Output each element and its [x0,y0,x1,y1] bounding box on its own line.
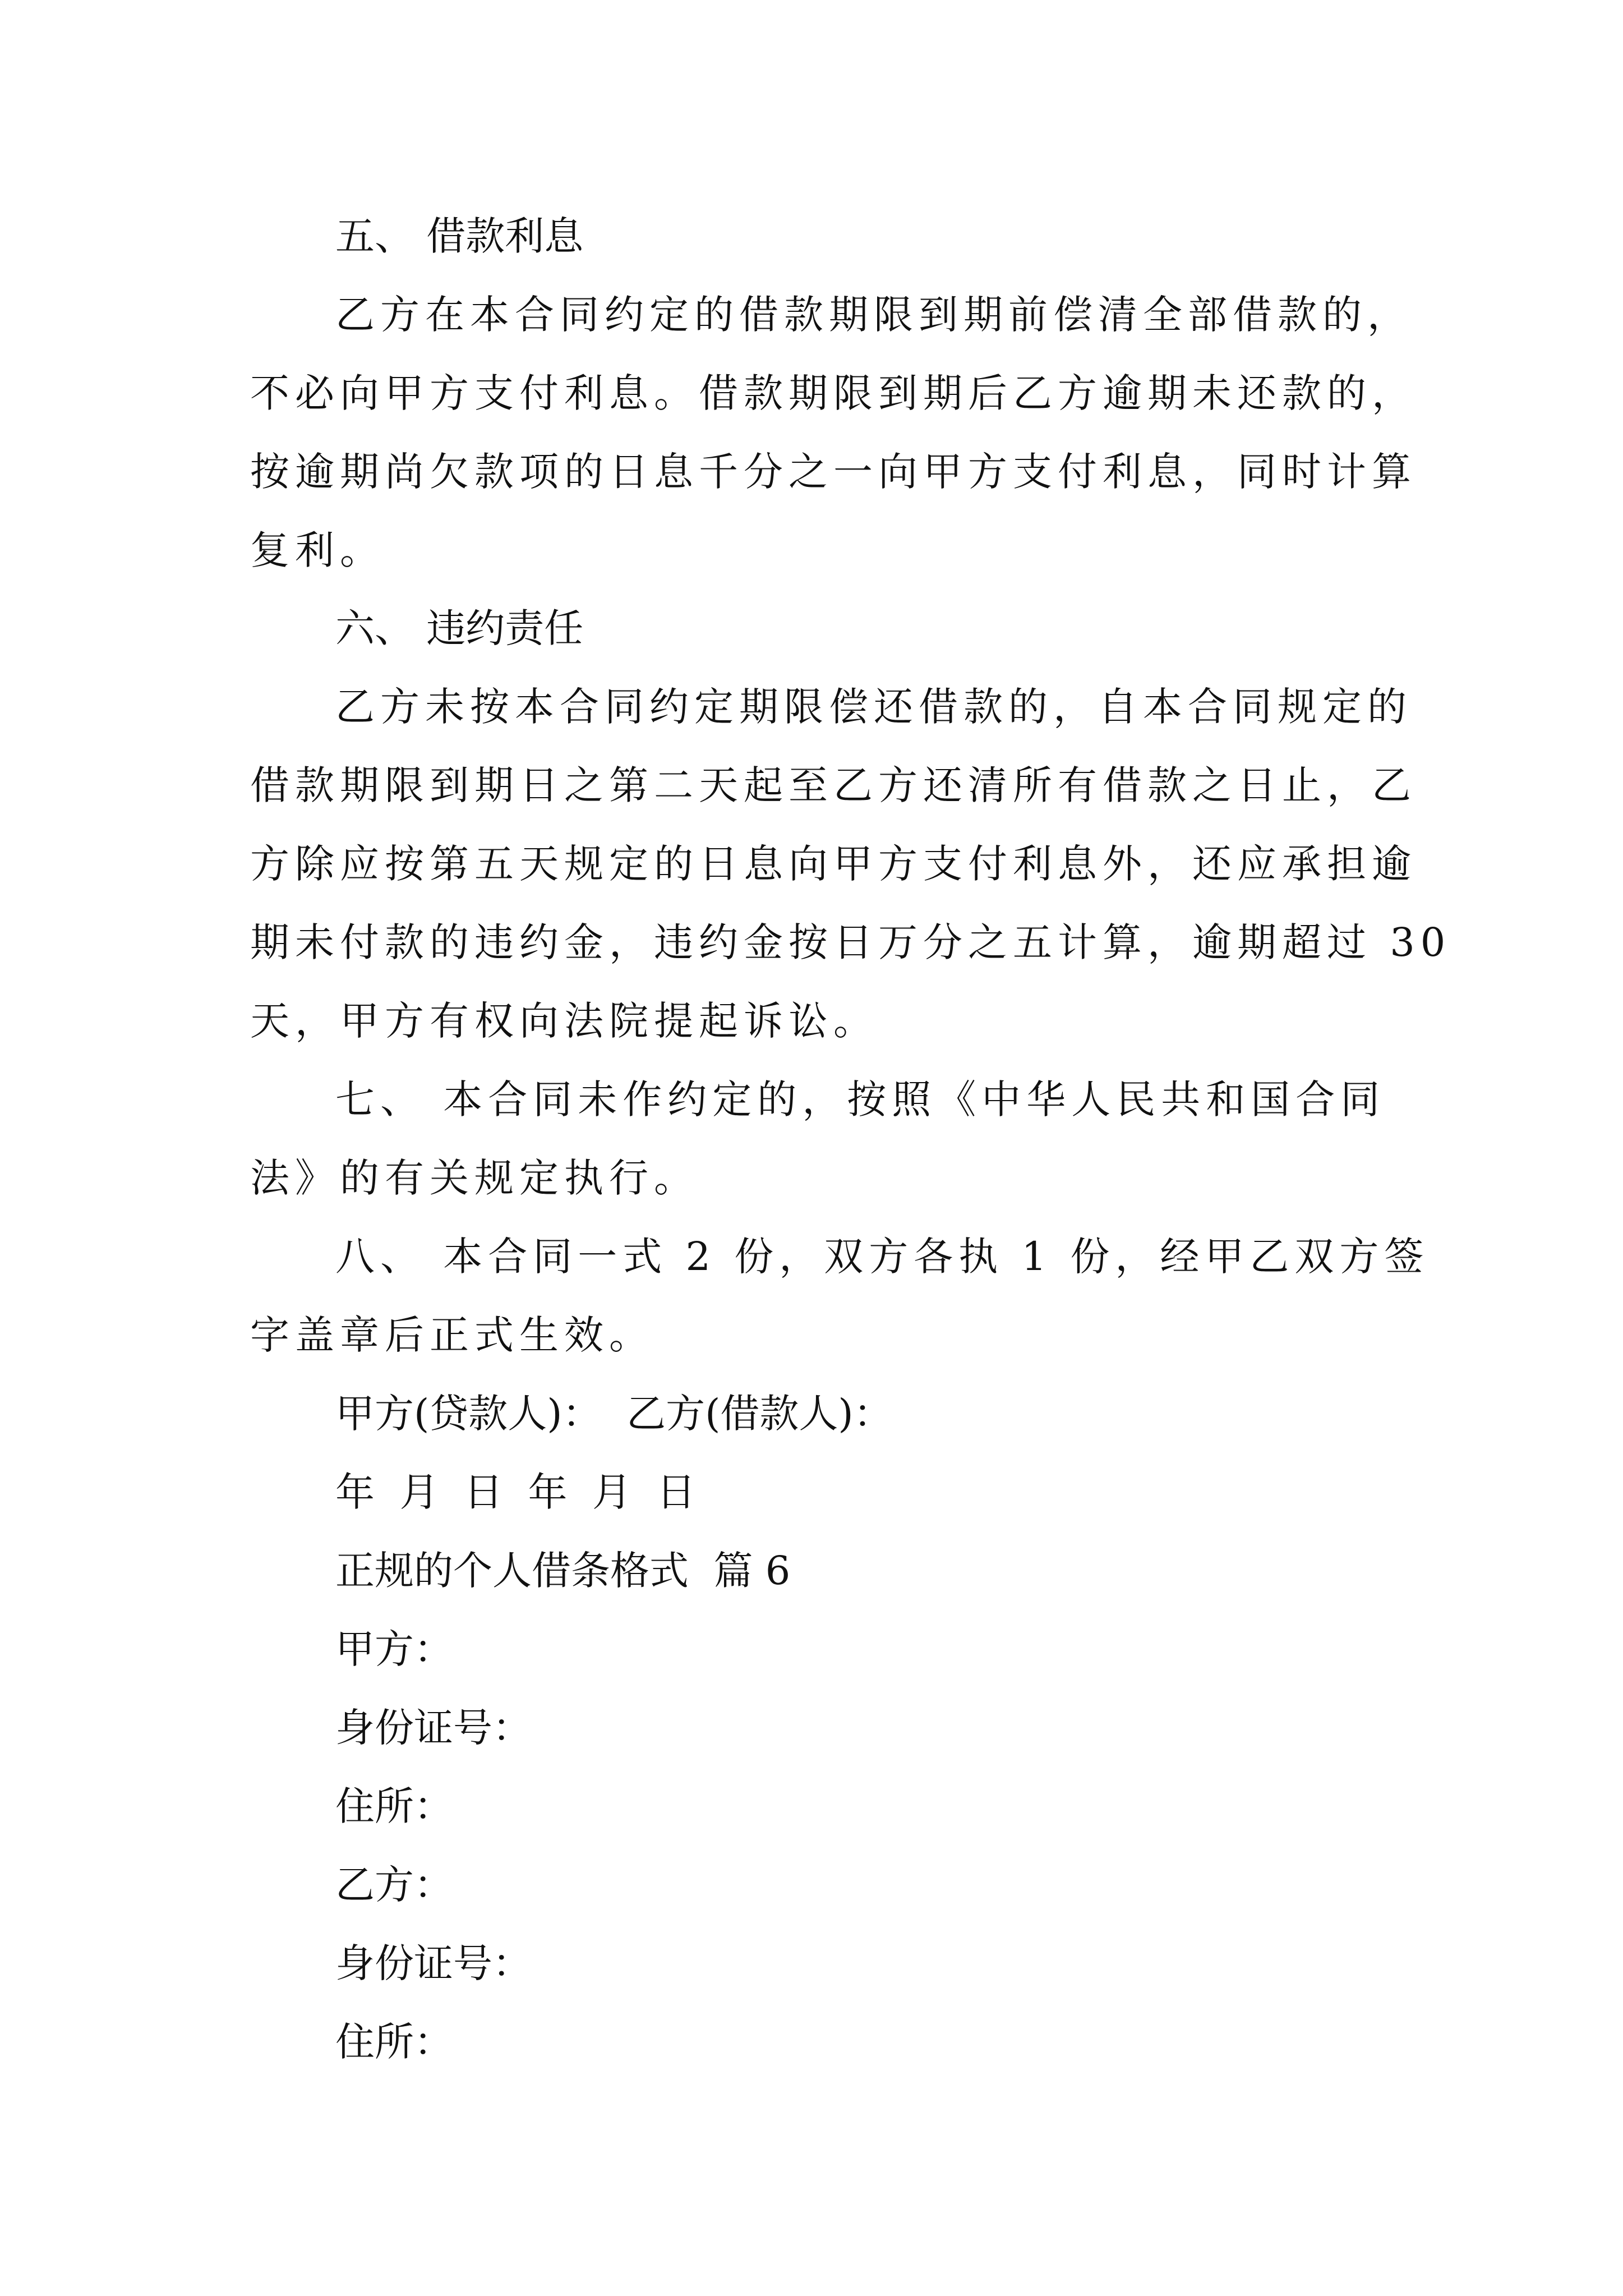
next-section-title: 正规的个人借条格式 篇 6 [335,1548,791,1594]
paragraph-line: 七、 本合同未作约定的，按照《中华人民共和国合同 [335,1076,1386,1122]
party-b-label: 乙方： [335,1862,453,1908]
paragraph-line: 天，甲方有权向法院提起诉讼。 [250,998,878,1044]
section-heading-liability: 六、 违约责任 [335,605,584,651]
party-a-id-label: 身份证号： [335,1705,532,1751]
paragraph-line: 期未付款的违约金，违约金按日万分之五计算，逾期超过 30 [250,919,1451,965]
party-a-address-label: 住所： [335,1783,453,1829]
paragraph-line: 借款期限到期日之第二天起至乙方还清所有借款之日止，乙 [250,762,1417,808]
signature-dates: 年 月 日 年 月 日 [335,1469,696,1515]
section-heading-interest: 五、 借款利息 [335,213,584,259]
party-b-address-label: 住所： [335,2019,453,2065]
paragraph-line: 八、 本合同一式 2 份，双方各执 1 份，经甲乙双方签 [335,1234,1430,1280]
paragraph-line: 字盖章后正式生效。 [250,1312,654,1358]
paragraph-line: 乙方未按本合同约定期限偿还借款的，自本合同规定的 [335,684,1412,730]
party-b-id-label: 身份证号： [335,1940,532,1986]
paragraph-line: 复利。 [250,527,385,573]
paragraph-line: 乙方在本合同约定的借款期限到期前偿清全部借款的， [335,292,1412,338]
paragraph-line: 法》的有关规定执行。 [250,1155,699,1201]
signature-parties: 甲方(贷款人)： 乙方(借款人)： [335,1391,893,1437]
paragraph-line: 不必向甲方支付利息。借款期限到期后乙方逾期未还款的， [250,370,1417,416]
paragraph-line: 方除应按第五天规定的日息向甲方支付利息外，还应承担逾 [250,841,1417,887]
party-a-label: 甲方： [335,1626,453,1672]
paragraph-line: 按逾期尚欠款项的日息千分之一向甲方支付利息，同时计算 [250,449,1417,495]
